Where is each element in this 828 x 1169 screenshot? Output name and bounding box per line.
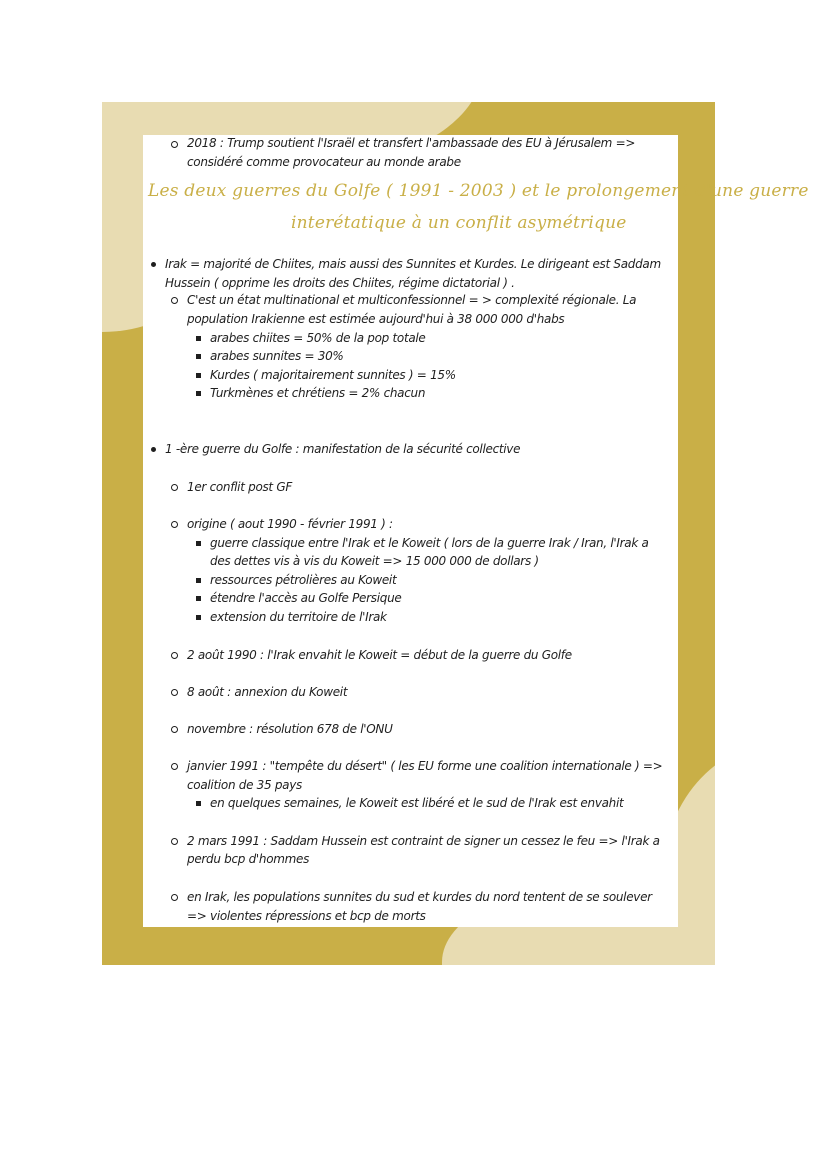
disc-bullet-icon — [151, 262, 156, 267]
list-item-text: en quelques semaines, le Koweit est libéré et le sud de l'Irak est envahit — [210, 796, 624, 810]
list-item-text: origine ( aout 1990 - février 1991 ) : — [187, 517, 393, 531]
list-item-text: 1 -ère guerre du Golfe : manifestation de la sécurité collective — [165, 442, 521, 456]
list-item-text: novembre : résolution 678 de l'ONU — [187, 722, 393, 736]
square-bullet-icon — [196, 596, 201, 601]
circle-bullet-icon — [171, 521, 178, 528]
document-page — [143, 135, 809, 927]
square-bullet-icon — [196, 801, 201, 806]
square-bullet-icon — [196, 615, 201, 620]
list-item-text: Hussein ( opprime les droits des Chiites, régime dictatorial ) . — [165, 276, 515, 290]
section-heading: Les deux guerres du Golfe ( 1991 - 2003 ) et le prolongement d'une guerre — [148, 181, 809, 201]
square-bullet-icon — [196, 373, 201, 378]
circle-bullet-icon — [171, 652, 178, 659]
list-item-text: coalition de 35 pays — [187, 778, 302, 792]
square-bullet-icon — [196, 541, 201, 546]
list-item-text: en Irak, les populations sunnites du sud et kurdes du nord tentent de se soulever — [187, 890, 652, 904]
square-bullet-icon — [196, 336, 201, 341]
square-bullet-icon — [196, 578, 201, 583]
list-item-text: arabes chiites = 50% de la pop totale — [210, 331, 426, 345]
list-item-text: => violentes répressions et bcp de morts — [187, 909, 426, 923]
square-bullet-icon — [196, 354, 201, 359]
list-item-text: ressources pétrolières au Koweit — [210, 573, 397, 587]
list-item-text: Irak = majorité de Chiites, mais aussi des Sunnites et Kurdes. Le dirigeant est Saddam — [165, 257, 661, 271]
circle-bullet-icon — [171, 726, 178, 733]
list-item-text: perdu bcp d'hommes — [187, 852, 310, 866]
list-item-text: janvier 1991 : "tempête du désert" ( les EU forme une coalition internationale ) => — [187, 759, 663, 773]
list-item-text: 2018 : Trump soutient l'Israël et transfert l'ambassade des EU à Jérusalem => — [187, 136, 636, 150]
list-item-text: population Irakienne est estimée aujourd'hui à 38 000 000 d'habs — [187, 312, 565, 326]
list-item-text: 2 août 1990 : l'Irak envahit le Koweit = début de la guerre du Golfe — [187, 648, 572, 662]
disc-bullet-icon — [151, 447, 156, 452]
list-item-text: C'est un état multinational et multiconfessionnel = > complexité régionale. La — [187, 293, 637, 307]
circle-bullet-icon — [171, 894, 178, 901]
circle-bullet-icon — [171, 689, 178, 696]
list-item-text: arabes sunnites = 30% — [210, 349, 344, 363]
list-item-text: des dettes vis à vis du Koweit => 15 000 000 de dollars ) — [210, 554, 539, 568]
square-bullet-icon — [196, 391, 201, 396]
list-item-text: étendre l'accès au Golfe Persique — [210, 591, 402, 605]
list-item-text: guerre classique entre l'Irak et le Koweit ( lors de la guerre Irak / Iran, l'Irak a — [210, 536, 649, 550]
circle-bullet-icon — [171, 763, 178, 770]
list-item-text: 2 mars 1991 : Saddam Hussein est contraint de signer un cessez le feu => l'Irak a — [187, 834, 660, 848]
list-item-text: 8 août : annexion du Koweit — [187, 685, 348, 699]
section-heading: interétatique à un conflit asymétrique — [291, 213, 627, 233]
list-item-text: Kurdes ( majoritairement sunnites ) = 15% — [210, 368, 456, 382]
circle-bullet-icon — [171, 141, 178, 148]
circle-bullet-icon — [171, 484, 178, 491]
circle-bullet-icon — [171, 838, 178, 845]
list-item-text: extension du territoire de l'Irak — [210, 610, 387, 624]
list-item-text: 1er conflit post GF — [187, 480, 292, 494]
list-item-text: Turkmènes et chrétiens = 2% chacun — [210, 386, 426, 400]
list-item-text: considéré comme provocateur au monde arabe — [187, 155, 461, 169]
circle-bullet-icon — [171, 297, 178, 304]
